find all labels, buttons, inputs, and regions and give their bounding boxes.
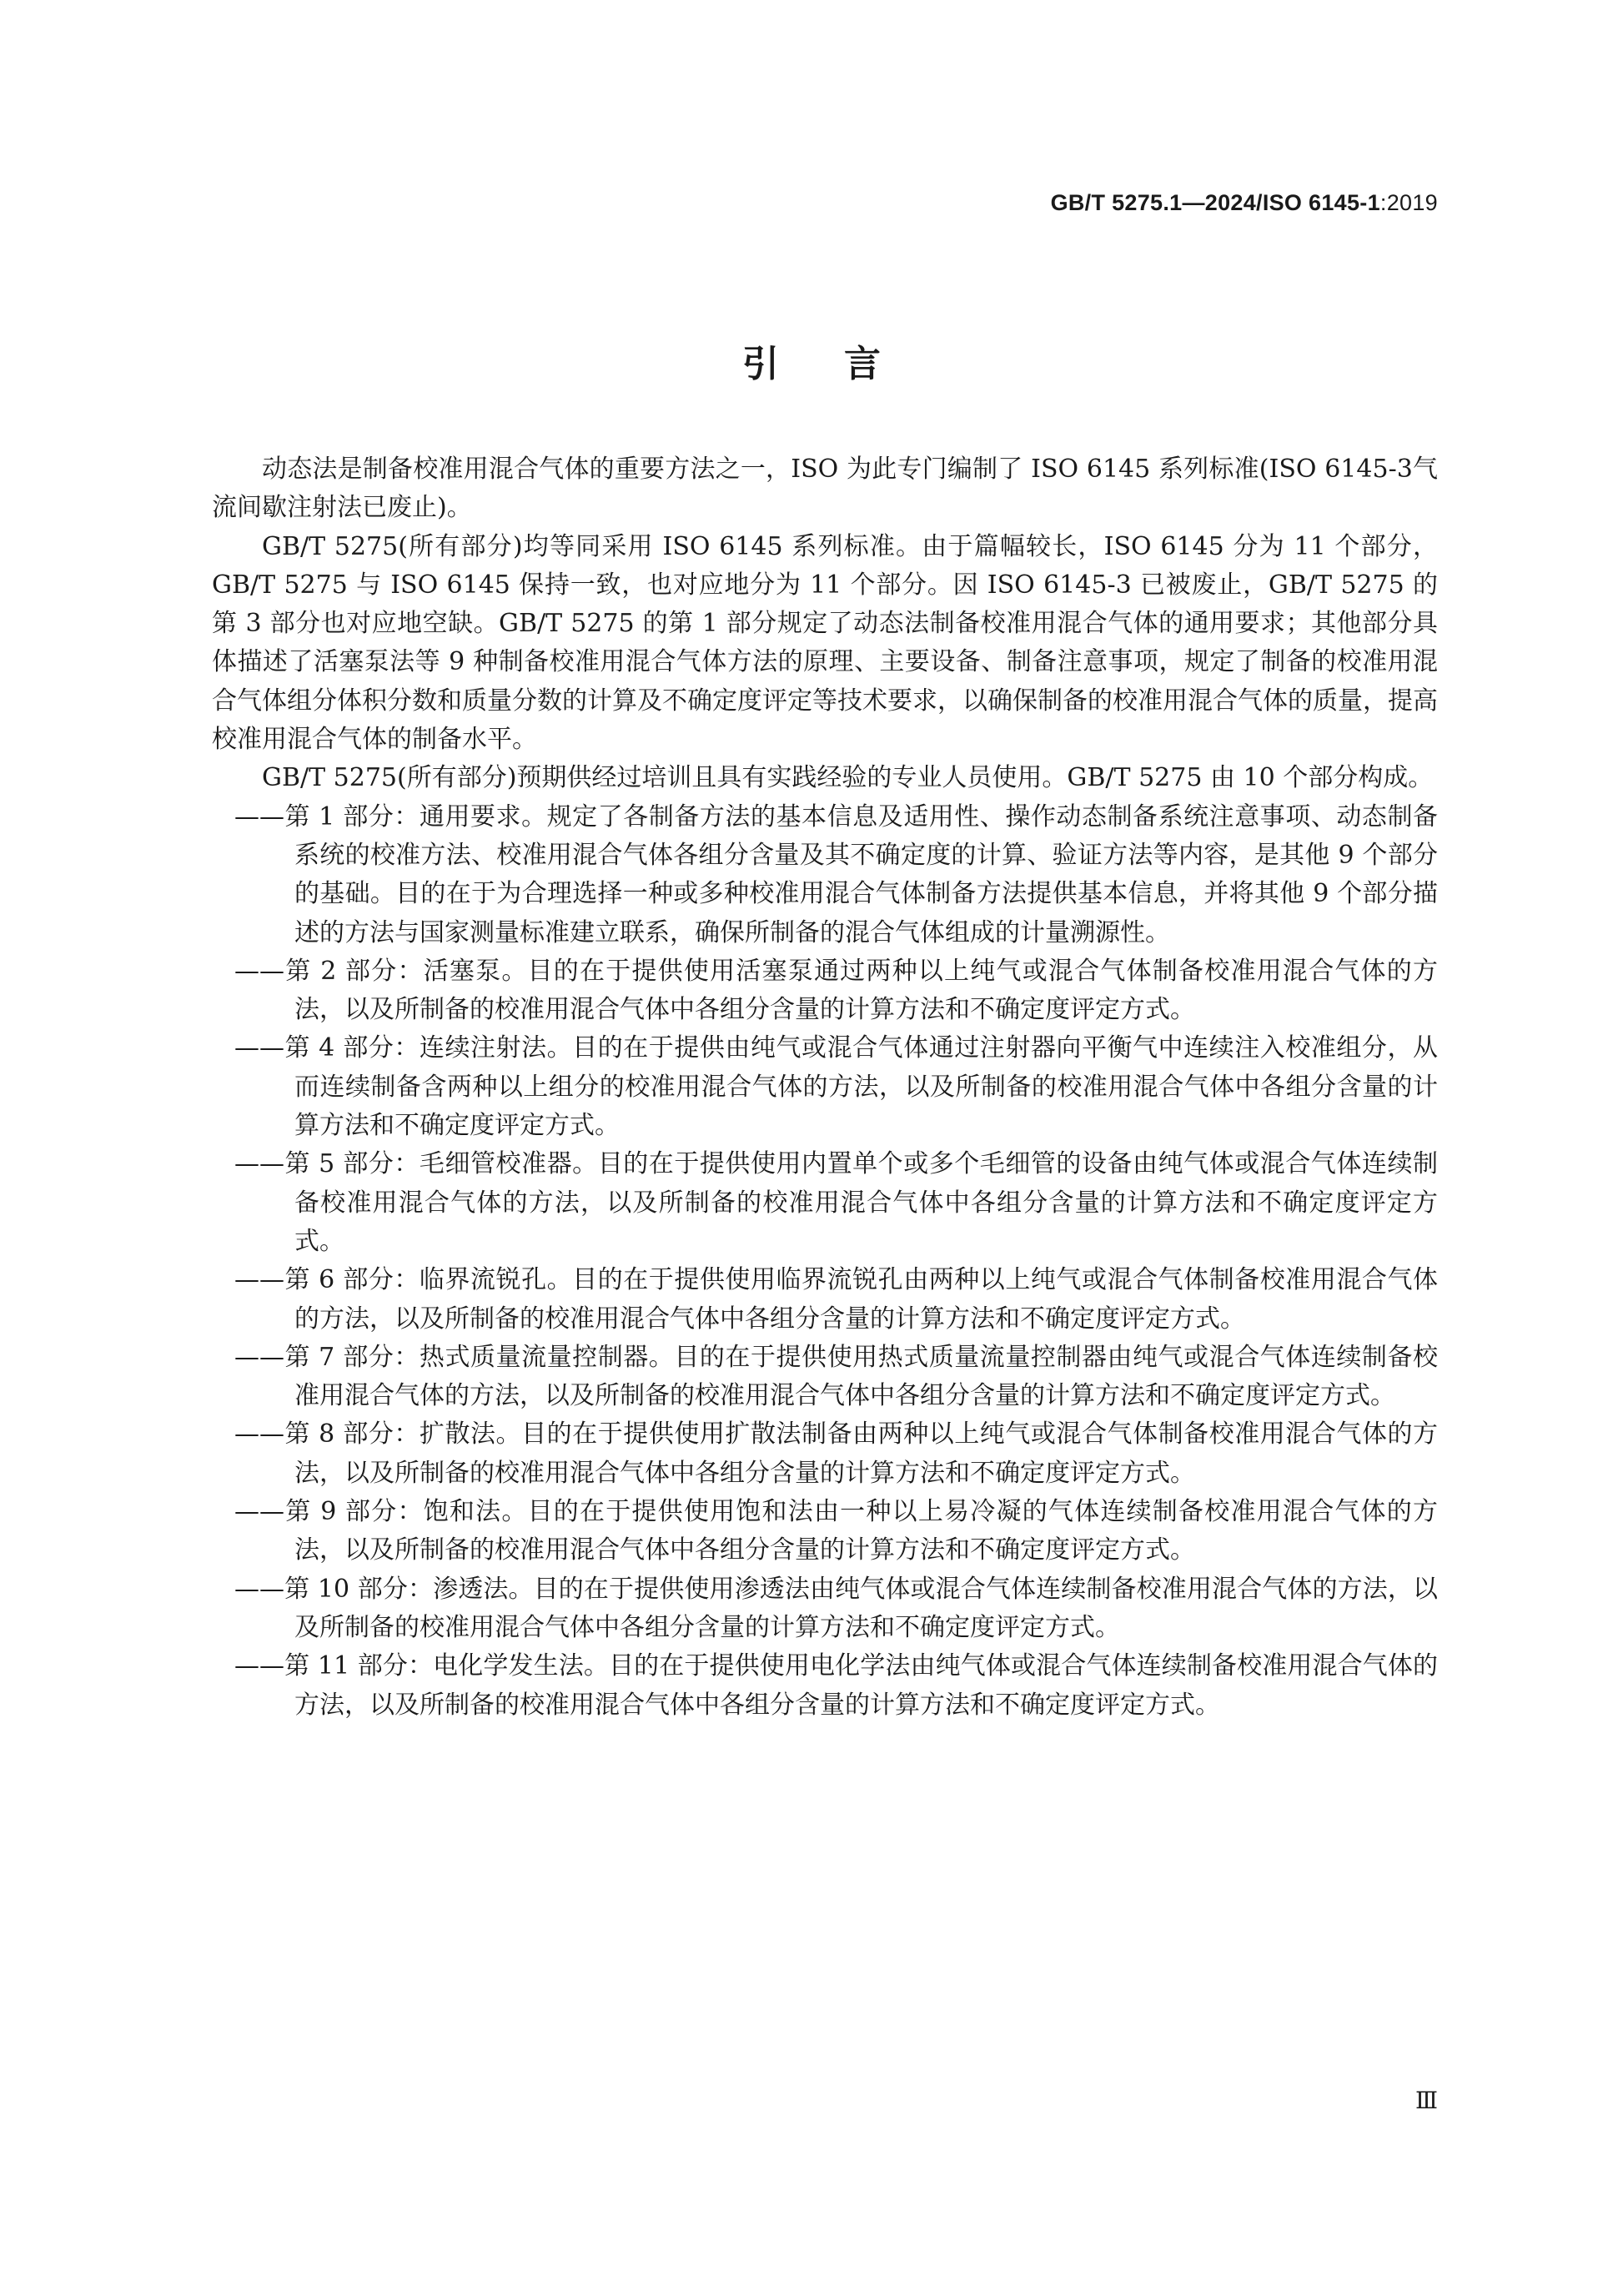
standard-number: GB/T 5275.1—2024/ISO 6145-1 — [1050, 190, 1380, 215]
list-item-part-5: ——第 5 部分：毛细管校准器。目的在于提供使用内置单个或多个毛细管的设备由纯气体或混合气体连续制备校准用混合气体的方法，以及所制备的校准用混合气体中各组分含量的计算方法和不确定度评定方式。 — [234, 1149, 1438, 1256]
list-item-part-7: ——第 7 部分：热式质量流量控制器。目的在于提供使用热式质量流量控制器由纯气或混合气体连续制备校准用混合气体的方法，以及所制备的校准用混合气体中各组分含量的计算方法和不确定度评定方式。 — [234, 1342, 1438, 1411]
page-title: 引言 — [742, 343, 946, 385]
list-item-part-9: ——第 9 部分：饱和法。目的在于提供使用饱和法由一种以上易冷凝的气体连续制备校准用混合气体的方法，以及所制备的校准用混合气体中各组分含量的计算方法和不确定度评定方式。 — [234, 1497, 1438, 1565]
list-item-part-11: ——第 11 部分：电化学发生法。目的在于提供使用电化学法由纯气体或混合气体连续制备校准用混合气体的方法，以及所制备的校准用混合气体中各组分含量的计算方法和不确定度评定方式。 — [234, 1651, 1438, 1720]
list-item-part-1: ——第 1 部分：通用要求。规定了各制备方法的基本信息及适用性、操作动态制备系统注意事项、动态制备系统的校准方法、校准用混合气体各组分含量及其不确定度的计算、验证方法等内容，是其他 9 个部分的基础。目的在于为合理选择一种或多种校准用混合气体制备方法提供基本信息，并将其他 9 个部分描述的方法与国家测量标准建立联系，确保所制备的混合气体组成的计量溯源性。 — [234, 801, 1438, 947]
list-item-part-2: ——第 2 部分：活塞泵。目的在于提供使用活塞泵通过两种以上纯气或混合气体制备校准用混合气体的方法，以及所制备的校准用混合气体中各组分含量的计算方法和不确定度评定方式。 — [234, 956, 1438, 1025]
list-item-part-4: ——第 4 部分：连续注射法。目的在于提供由纯气或混合气体通过注射器向平衡气中连续注入校准组分，从而连续制备含两种以上组分的校准用混合气体的方法，以及所制备的校准用混合气体中各组分含量的计算方法和不确定度评定方式。 — [234, 1033, 1438, 1141]
paragraph: GB/T 5275(所有部分)预期供经过培训且具有实践经验的专业人员使用。GB/T 5275 由 10 个部分构成。 — [262, 763, 1434, 793]
paragraph: 动态法是制备校准用混合气体的重要方法之一，ISO 为此专门编制了 ISO 6145 系列标准(ISO 6145-3气流间歇注射法已废止)。 — [212, 455, 1438, 523]
standard-header — [1051, 190, 1438, 216]
list-item-part-6: ——第 6 部分：临界流锐孔。目的在于提供使用临界流锐孔由两种以上纯气或混合气体制备校准用混合气体的方法，以及所制备的校准用混合气体中各组分含量的计算方法和不确定度评定方式。 — [234, 1265, 1438, 1334]
list-item-part-10: ——第 10 部分：渗透法。目的在于提供使用渗透法由纯气体或混合气体连续制备校准用混合气体的方法，以及所制备的校准用混合气体中各组分含量的计算方法和不确定度评定方式。 — [234, 1574, 1438, 1642]
page-number: Ⅲ — [1414, 2087, 1438, 2114]
list-item-part-8: ——第 8 部分：扩散法。目的在于提供使用扩散法制备由两种以上纯气或混合气体制备校准用混合气体的方法，以及所制备的校准用混合气体中各组分含量的计算方法和不确定度评定方式。 — [234, 1419, 1438, 1488]
standard-year: :2019 — [1379, 190, 1438, 215]
introduction-body — [212, 450, 1438, 1725]
paragraph: GB/T 5275(所有部分)均等同采用 ISO 6145 系列标准。由于篇幅较长，ISO 6145 分为 11 个部分，GB/T 5275 与 ISO 6145 保持一致，也对应地分为 11 个部分。因 ISO 6145-3 已被废止，GB/T 5275 的第 3 部分也对应地空缺。GB/T 5275 的第 1 部分规定了动态法制备校准用混合气体的通用要求；其他部分具体描述了活塞泵法等 9 种制备校准用混合气体方法的原理、主要设备、制备注意事项，规定了制备的校准用混合气体组分体积分数和质量分数的计算及不确定度评定等技术要求，以确保制备的校准用混合气体的质量，提高校准用混合气体的制备水平。 — [212, 531, 1438, 755]
